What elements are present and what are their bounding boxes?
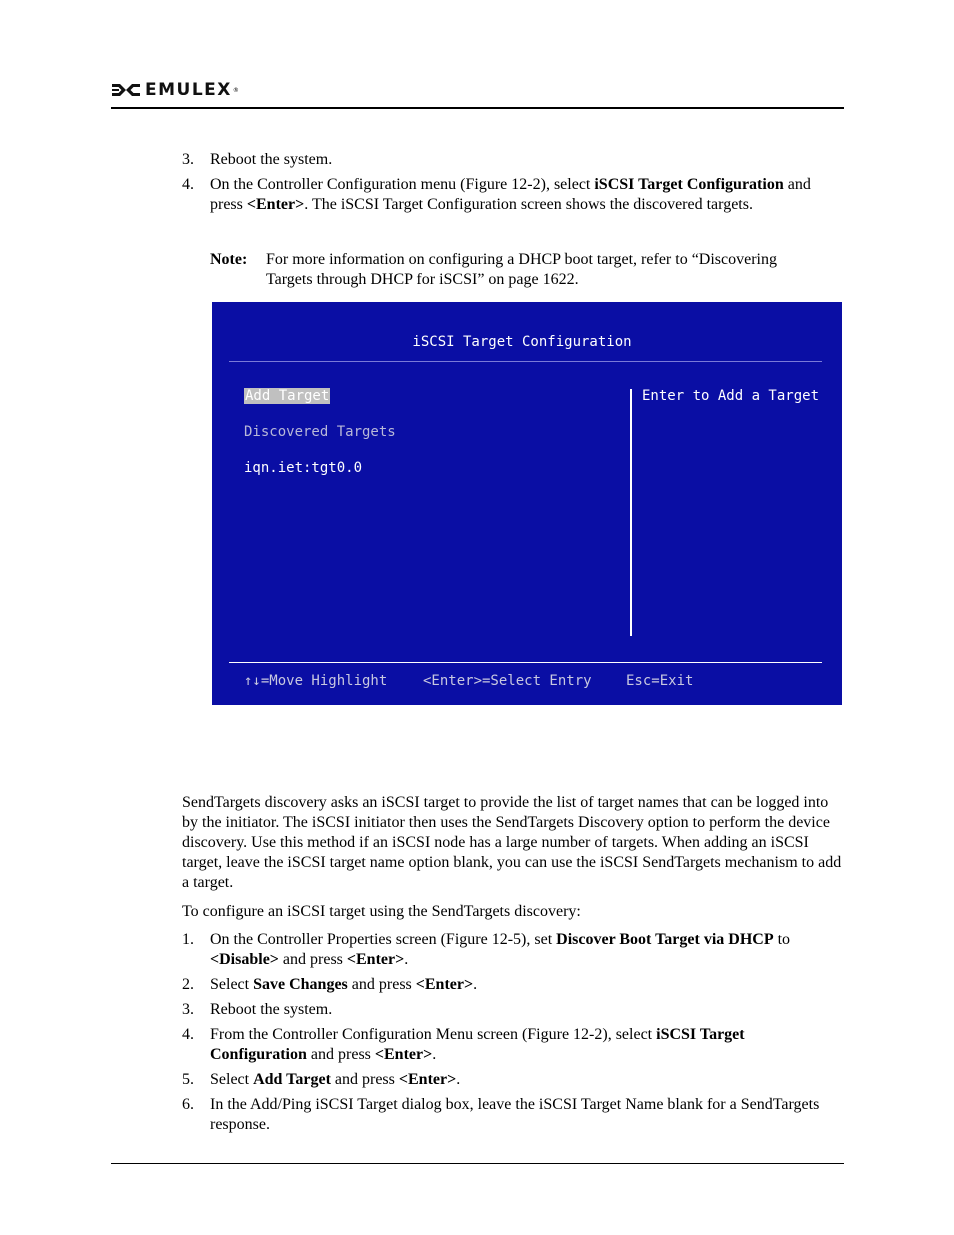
add-target-label: Add Target: [245, 388, 330, 404]
footer-move-hint: ↑↓=Move Highlight: [244, 673, 388, 689]
bios-help-text: Enter to Add a Target: [642, 388, 820, 404]
header-rule: [111, 107, 844, 109]
emphasized-text: <Enter>: [415, 976, 474, 993]
step-text: [210, 1070, 844, 1090]
text-run: Select: [210, 976, 254, 993]
text-run: and press: [306, 1046, 375, 1063]
step-number: 2.: [182, 976, 194, 993]
footer-select-hint: <Enter>=Select Entry: [423, 673, 592, 689]
emulex-logo-icon: [111, 82, 141, 98]
emulex-logo: [111, 80, 239, 100]
emphasized-text: <Enter>: [346, 951, 405, 968]
emphasized-text: <Enter>: [246, 196, 305, 213]
text-run: Reboot the system.: [210, 1001, 333, 1018]
step-text: [210, 175, 844, 215]
emphasized-text: iSCSI Target Configuration: [210, 1026, 745, 1063]
bios-screen: [212, 302, 842, 705]
note-label: Note:: [210, 251, 248, 268]
text-run: and press: [347, 976, 416, 993]
bios-panel-divider: [630, 389, 632, 636]
step-number: 3.: [182, 1001, 194, 1018]
step-text: [210, 1025, 844, 1065]
step-number: 3.: [182, 151, 194, 168]
intro-paragraph: SendTargets discovery asks an iSCSI target to provide the list of target names that can be logged into by the initiator. The iSCSI initiator then uses the SendTargets Discovery option to perform the device discovery. Use this method if an iSCSI node has a large number of targets. When adding an iSCSI target, leave the iSCSI target name option blank, you can use the iSCSI SendTargets mechanism to add a target.: [182, 794, 842, 891]
text-run: From the Controller Configuration Menu screen (Figure 12-2), select: [210, 1026, 657, 1043]
emphasized-text: Add Target: [253, 1071, 331, 1088]
text-run: In the Add/Ping iSCSI Target dialog box, leave the iSCSI Target Name blank for a SendTargets response.: [210, 1096, 820, 1133]
emphasized-text: <Enter>: [374, 1046, 433, 1063]
step-text: [210, 930, 844, 970]
brand-name: EMULEX: [145, 80, 232, 100]
step-number: 6.: [182, 1096, 194, 1113]
configure-intro: To configure an iSCSI target using the SendTargets discovery:: [182, 903, 581, 920]
bios-title: iSCSI Target Configuration: [412, 334, 632, 350]
step-number: 4.: [182, 1026, 194, 1043]
add-target-option[interactable]: [244, 388, 330, 404]
text-run: .: [432, 1046, 437, 1063]
emphasized-text: Discover Boot Target via DHCP: [556, 931, 774, 948]
step-text: [210, 1095, 844, 1135]
text-run: .: [404, 951, 409, 968]
text-run: .: [456, 1071, 461, 1088]
text-run: Select: [210, 1071, 254, 1088]
footer-rule: [111, 1163, 844, 1164]
discovered-targets-heading: Discovered Targets: [244, 424, 396, 440]
footer-exit-hint: Esc=Exit: [626, 673, 694, 689]
step-text: Reboot the system.: [210, 151, 333, 168]
target-entry[interactable]: iqn.iet:tgt0.0: [244, 460, 363, 476]
text-run: .: [473, 976, 478, 993]
text-run: and press: [278, 951, 347, 968]
text-run: and press: [330, 1071, 399, 1088]
text-run: to: [773, 931, 791, 948]
emphasized-text: iSCSI Target Configuration: [594, 176, 784, 193]
text-run: . The iSCSI Target Configuration screen shows the discovered targets.: [304, 196, 753, 213]
text-run: and press: [210, 176, 811, 213]
bios-title-divider: [229, 361, 822, 362]
emphasized-text: Save Changes: [253, 976, 348, 993]
emphasized-text: <Enter>: [398, 1071, 457, 1088]
emphasized-text: <Disable>: [210, 951, 279, 968]
step-number: 1.: [182, 931, 194, 948]
bios-footer-divider: [229, 662, 822, 663]
step-text: [210, 1000, 844, 1020]
step-number: 5.: [182, 1071, 194, 1088]
step-number: 4.: [182, 176, 194, 193]
step-text: [210, 975, 844, 995]
text-run: On the Controller Properties screen (Figure 12-5), set: [210, 931, 557, 948]
note-text: For more information on configuring a DHCP boot target, refer to “Discovering Targets through DHCP for iSCSI” on page 1622.: [266, 251, 777, 288]
text-run: On the Controller Configuration menu (Figure 12-2), select: [210, 176, 595, 193]
trademark-symbol: ®: [232, 86, 239, 94]
